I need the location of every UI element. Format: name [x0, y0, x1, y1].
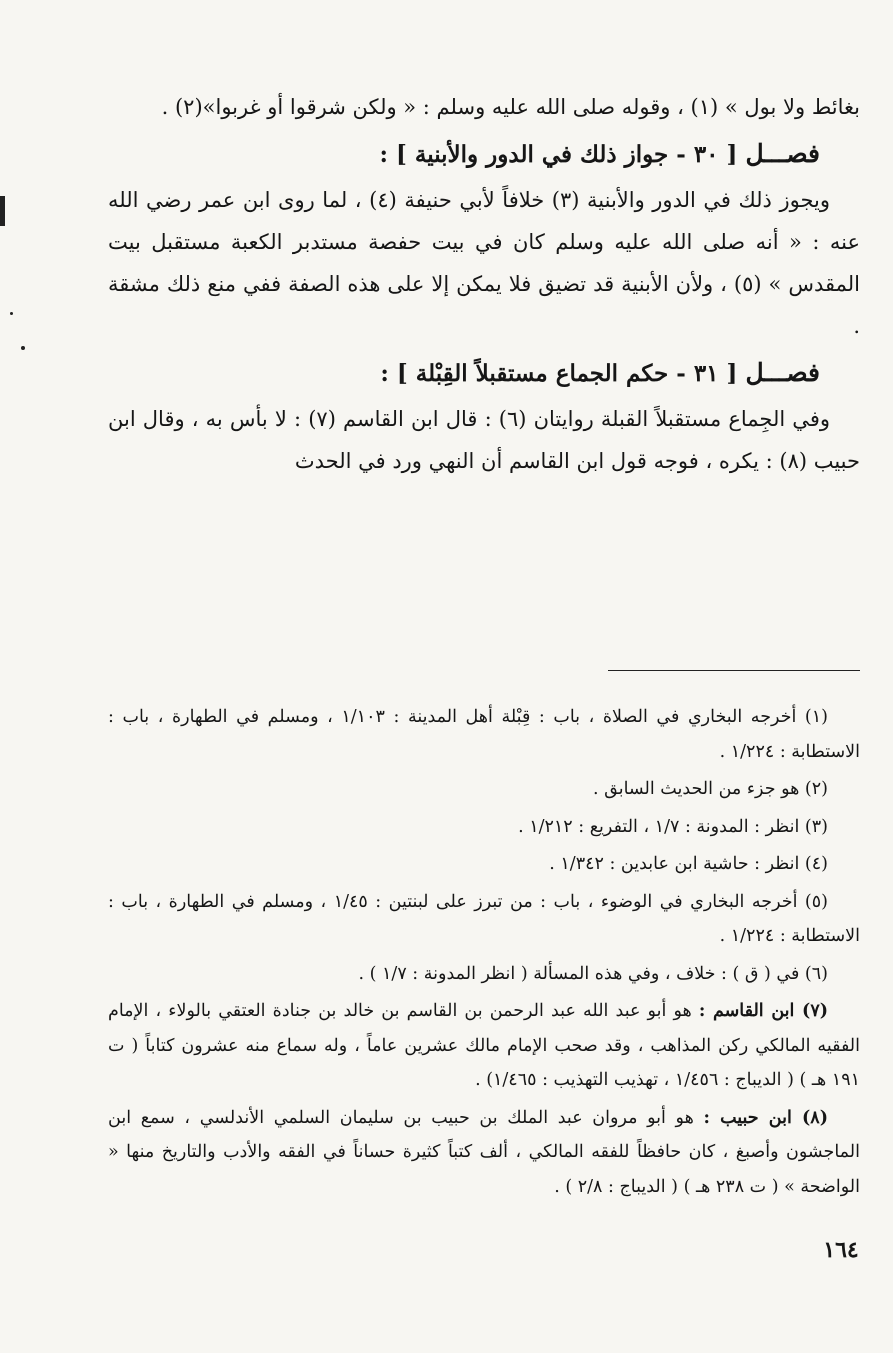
page-number: ١٦٤ — [823, 1237, 859, 1263]
footnote-label: (٧) ابن القاسم : — [698, 1001, 828, 1021]
footnote-text: هو أبو مروان عبد الملك بن حبيب بن سليمان السلمي الأندلسي ، سمع ابن الماجشون وأصبغ ، كان حافظاً للفقه المالكي ، ألف كتباً كثيرة حساناً في الفقه والأدب والتاريخ منها « الواضحة » ( ت ٢٣٨ هـ ) ( الديباج : ٢/٨ ) . — [108, 1107, 860, 1197]
footnote-text: (٦) في ( ق ) : خلاف ، وفي هذه المسألة ( انظر المدونة : ١/٧ ) . — [358, 963, 828, 984]
paragraph-intro: بغائط ولا بول » (١) ، وقوله صلى الله عليه وسلم : « ولكن شرقوا أو غربوا»(٢) . — [161, 95, 860, 119]
footnote-text: هو أبو عبد الله عبد الرحمن بن القاسم بن خالد بن جنادة العتقي بالولاء ، الإمام الفقيه المالكي ركن المذاهب ، وقد صحب الإمام مالك عشرين عاماً ، وله سماع منه عشرون كتاباً ( ت ١٩١ هـ ) ( الديباج : ١/٤٥٦ ، تهذيب التهذيب : ١/٤٦٥) . — [108, 1001, 860, 1090]
footnote-text: (٥) أخرجه البخاري في الوضوء ، باب : من تبرز على لبنتين : ١/٤٥ ، ومسلم في الطهارة ، باب : الاستطابة : ١/٢٢٤ . — [108, 891, 860, 946]
footnote-1 — [108, 700, 860, 769]
paragraph-section-31: وفي الجِماع مستقبلاً القبلة روايتان (٦) : قال ابن القاسم (٧) : لا بأس به ، وقال ابن حبيب (٨) : يكره ، فوجه قول ابن القاسم أن النهي ورد في الحدث — [108, 407, 860, 473]
footnote-2 — [108, 772, 860, 807]
heading-31-title: [ ٣١ - حكم الجماع مستقبلاً القِبْلة ] : — [380, 360, 738, 387]
scan-speck — [10, 312, 13, 315]
footnotes — [108, 700, 860, 1207]
heading-30-title: [ ٣٠ - جواز ذلك في الدور والأبنية ] : — [379, 141, 738, 168]
footnote-5 — [108, 885, 860, 954]
footnote-text: (٣) انظر : المدونة : ١/٧ ، التفريع : ١/٢١٢ . — [518, 816, 828, 837]
section-heading-31 — [108, 351, 860, 396]
footnote-text: (٤) انظر : حاشية ابن عابدين : ١/٣٤٢ . — [549, 854, 828, 874]
page-content — [108, 86, 861, 1197]
paragraph-section-30: ويجوز ذلك في الدور والأبنية (٣) خلافاً لأبي حنيفة (٤) ، لما روى ابن عمر رضي الله عنه : « أنه صلى الله عليه وسلم كان في بيت حفصة مستدبر الكعبة مستقبل بيت المقدس » (٥) ، ولأن الأبنية قد تضيق فلا يمكن إلا على هذه الصفة ففي منع ذلك مشقة . — [108, 188, 861, 338]
footnote-text: (٢) هو جزء من الحديث السابق . — [592, 779, 828, 799]
footnote-separator — [608, 670, 860, 671]
footnote-label: (٨) ابن حبيب : — [703, 1107, 828, 1128]
footnote-text: (١) أخرجه البخاري في الصلاة ، باب : قِبْلة أهل المدينة : ١/١٠٣ ، ومسلم في الطهارة ، باب : الاستطابة : ١/٢٢٤ . — [108, 707, 860, 762]
scan-speck — [21, 346, 25, 350]
footnote-6 — [108, 957, 860, 992]
footnote-8 — [108, 1101, 860, 1205]
footnote-3 — [108, 810, 860, 845]
scan-edge-mark — [0, 196, 5, 226]
heading-30-lead: فصـــل — [745, 139, 820, 168]
section-heading-30 — [108, 132, 860, 177]
heading-31-lead: فصـــل — [745, 358, 820, 387]
footnote-4 — [108, 847, 860, 882]
footnote-7 — [108, 994, 860, 1098]
